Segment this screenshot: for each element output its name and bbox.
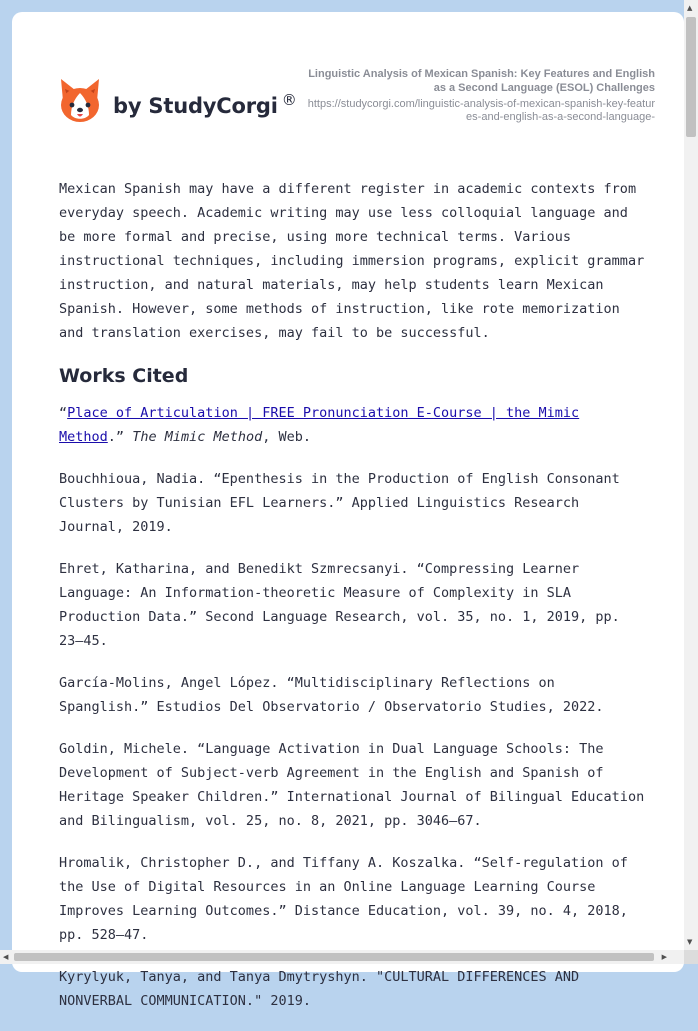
scroll-up-arrow-icon[interactable]: ▲ xyxy=(687,4,693,12)
citation-entry: Hromalik, Christopher D., and Tiffany A. Koszalka. “Self-regulation of the Use of Digital Resources in an Online Language Learning Course Improves Learning Outcomes.” Distance Education, vol. 39, no. 4, 2018, pp. 528–47. xyxy=(59,855,628,943)
document-url[interactable]: https://studycorgi.com/linguistic-analysis-of-mexican-spanish-key-features-and-english-as-a-second-language- xyxy=(307,98,655,123)
body-paragraph: Mexican Spanish may have a different register in academic contexts from everyday speech. Academic writing may use less colloquial language and be more formal and precise, using more technical terms. Various instructional techniques, including immersion programs, explicit grammar instruction, and natural materials, may help students learn Mexican Spanish. However, some methods of instruction, like rote memorization and translation exercises, may fail to be successful. xyxy=(59,181,645,341)
citation-entry: Goldin, Michele. “Language Activation in Dual Language Schools: The Development of Subject-verb Agreement in the English and Spanish of Heritage Speaker Children.” International Journal of Bilingual Education and Bilingualism, vol. 25, no. 8, 2021, pp. 3046–67. xyxy=(59,741,645,829)
scroll-down-arrow-icon[interactable]: ▼ xyxy=(687,938,693,946)
page-header xyxy=(12,12,684,152)
citation-source: The Mimic Method xyxy=(132,429,263,445)
registered-mark: ® xyxy=(281,90,297,109)
horizontal-scrollbar[interactable] xyxy=(0,950,684,964)
vertical-scrollbar[interactable] xyxy=(684,0,698,950)
works-cited-heading: Works Cited xyxy=(59,365,189,387)
scrollbar-corner xyxy=(684,950,698,964)
studycorgi-logo[interactable] xyxy=(59,76,297,124)
document-page xyxy=(12,12,684,1009)
citation-entry: García-Molins, Angel López. “Multidisciplinary Reflections on Spanglish.” Estudios Del Observatorio / Observatorio Studies, 2022. xyxy=(59,675,604,715)
citation-link[interactable]: Place of Articulation | FREE Pronunciation E-Course | the Mimic Method xyxy=(59,405,580,445)
scroll-right-arrow-icon[interactable]: ▶ xyxy=(661,953,667,961)
scroll-left-arrow-icon[interactable]: ◀ xyxy=(3,953,9,961)
brand-name: by StudyCorgi ® xyxy=(113,90,297,118)
corgi-logo-icon xyxy=(59,77,101,123)
horizontal-scroll-thumb[interactable] xyxy=(14,953,654,961)
document-meta xyxy=(305,67,655,124)
vertical-scroll-thumb[interactable] xyxy=(686,17,696,137)
citation-entry: Ehret, Katharina, and Benedikt Szmrecsanyi. “Compressing Learner Language: An Information-theoretic Measure of Complexity in SLA Production Data.” Second Language Research, vol. 35, no. 1, 2019, pp. 23–45. xyxy=(59,561,620,649)
document-title: Linguistic Analysis of Mexican Spanish: Key Features and English as a Second Language (ESOL) Challenges xyxy=(308,68,655,94)
citation-entry: Bouchhioua, Nadia. “Epenthesis in the Production of English Consonant Clusters by Tunisian EFL Learners.” Applied Linguistics Research Journal, 2019. xyxy=(59,471,620,535)
citation-entry: Kyrylyuk, Tanya, and Tanya Dmytryshyn. "CULTURAL DIFFERENCES AND NONVERBAL COMMUNICATION." 2019. xyxy=(59,969,580,1009)
document-content xyxy=(59,177,651,1031)
citation-entry: “Place of Articulation | FREE Pronunciation E-Course | the Mimic Method.” The Mimic Method, Web. xyxy=(59,405,580,445)
